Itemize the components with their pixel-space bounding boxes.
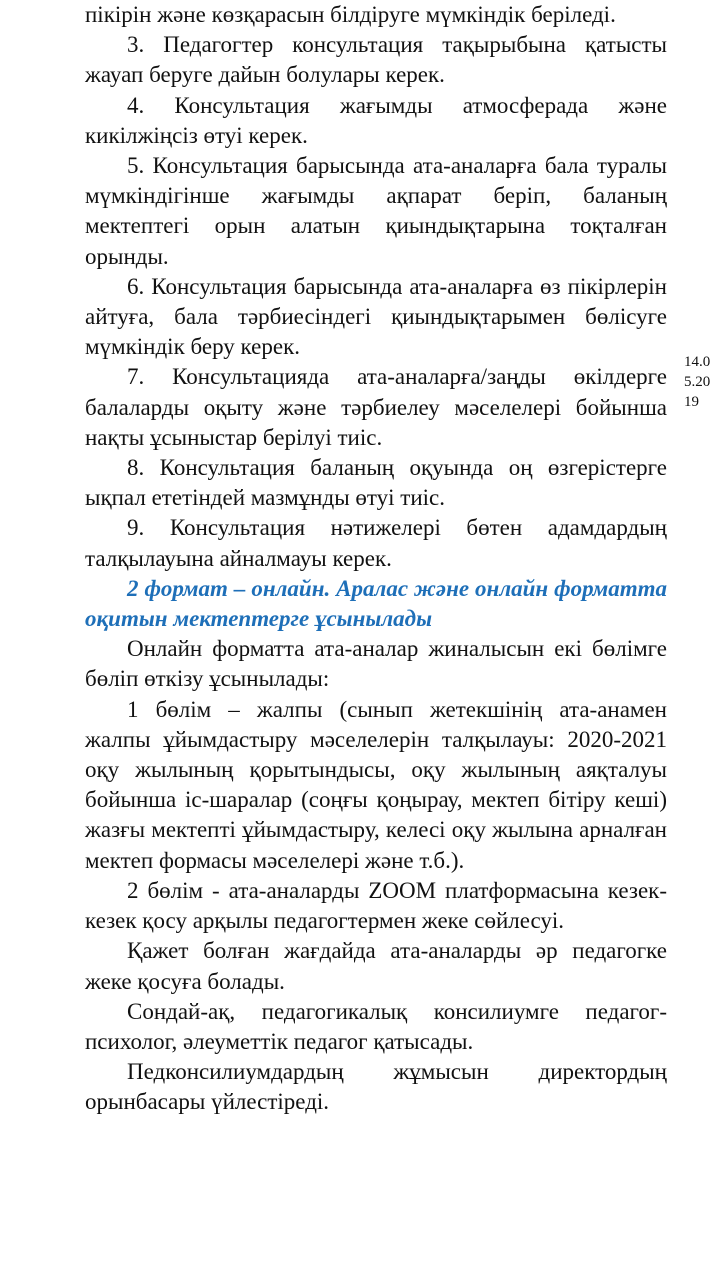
paragraph-item-3: 3. Педагогтер консультация тақырыбына қатысты жауап беруге дайын болулары керек. — [85, 32, 667, 88]
paragraph-continued: пікірін және көзқарасын білдіруге мүмкіндік беріледі. — [85, 2, 616, 27]
paragraph-also: Сондай-ақ, педагогикалық консилиумге педагог-психолог, әлеуметтік педагог қатысады. — [85, 998, 667, 1054]
paragraph-item-9: 9. Консультация нәтижелері бөтен адамдардың талқылауына айналмауы керек. — [85, 515, 667, 571]
paragraph-item-5: 5. Консультация барысында ата-аналарға бала туралы мүмкіндігінше жағымды ақпарат беріп, баланың мектептегі орын алатын қиындықтарына тоқталған орынды. — [85, 153, 667, 269]
paragraph-item-7: 7. Консультацияда ата-аналарға/заңды өкілдерге балаларды оқыту және тәрбиелеу мәселелері бойынша нақты ұсыныстар берілуі тиіс. — [85, 364, 667, 450]
paragraph-item-6: 6. Консультация барысында ата-аналарға өз пікірлерін айтуға, бала тәрбиесіндегі қиындықтарымен бөлісуге мүмкіндік беру керек. — [85, 273, 667, 360]
paragraph-item-4: 4. Консультация жағымды атмосферада және кикілжіңсіз өтуі керек. — [85, 92, 667, 148]
margin-date-note — [684, 352, 718, 412]
paragraph-item-8: 8. Консультация баланың оқуында оң өзгерістерге ықпал ететіндей мазмұнды өтуі тиіс. — [85, 455, 667, 511]
paragraph-online-format: Онлайн форматта ата-аналар жиналысын екі бөлімге бөліп өткізу ұсынылады: — [85, 636, 667, 692]
margin-note-line: 5.20 — [684, 374, 711, 390]
paragraph-if-needed: Қажет болған жағдайда ата-аналарды әр педагогке жеке қосуға болады. — [85, 938, 667, 994]
paragraph-part-2: 2 бөлім - ата-аналарды ZOOM платформасына кезек-кезек қосу арқылы педагогтермен жеке сөйлесуі. — [85, 877, 667, 934]
document-page — [85, 0, 667, 1118]
margin-note-line: 14.0 — [684, 354, 711, 370]
section-heading-online-format: 2 формат – онлайн. Аралас және онлайн форматта оқитын мектептерге ұсынылады — [85, 575, 667, 632]
paragraph-part-1: 1 бөлім – жалпы (сынып жетекшінің ата-анамен жалпы ұйымдастыру мәселелерін талқылауы: 2020-2021 оқу жылының қорытындысы, оқу жылының аяқталуы бойынша іс-шаралар (соңғы қоңырау, мектеп бітіру кеші) жазғы мектепті ұйымдастыру, келесі оқу жылына арналған мектеп формасы мәселелері және т.б.). — [85, 696, 667, 873]
margin-note-line: 19 — [684, 394, 699, 410]
paragraph-coordination: Педконсилиумдардың жұмысын директордың орынбасары үйлестіреді. — [85, 1059, 667, 1115]
